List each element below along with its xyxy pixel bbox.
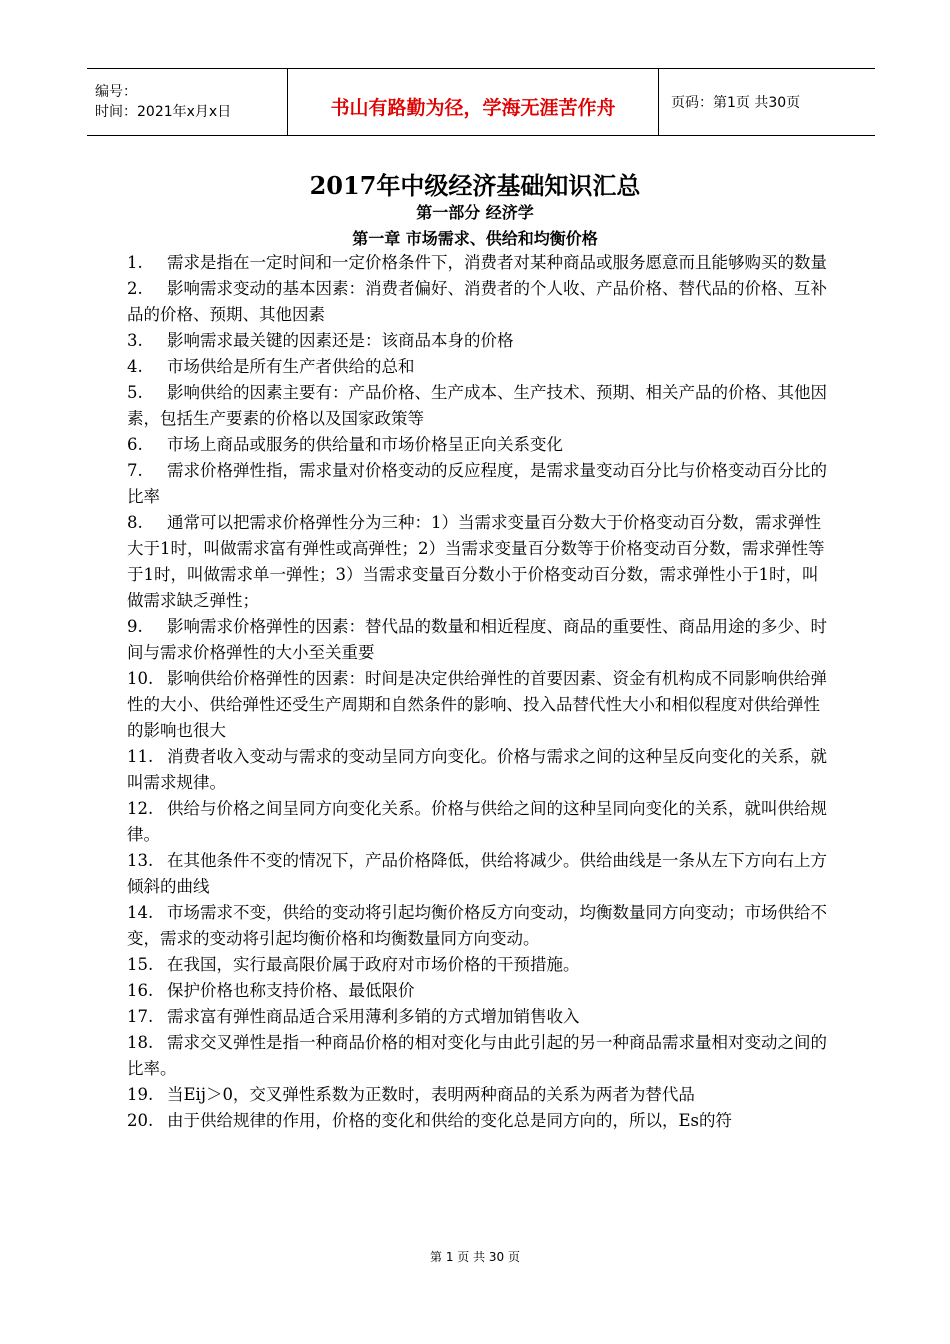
item-text: 影响供给价格弹性的因素：时间是决定供给弹性的首要因素、资金有机构成不同影响供给弹性的大小、供给弹性还受生产周期和自然条件的影响、投入品替代性大小和相似程度对供给弹性的影响也很大 xyxy=(127,669,827,740)
item-text: 需求是指在一定时间和一定价格条件下，消费者对某种商品或服务愿意而且能够购买的数量 xyxy=(167,253,827,272)
item-text: 在其他条件不变的情况下，产品价格降低，供给将减少。供给曲线是一条从左下方向右上方倾斜的曲线 xyxy=(127,851,827,896)
item-number: 1. xyxy=(127,253,143,272)
item-text: 需求价格弹性指，需求量对价格变动的反应程度，是需求量变动百分比与价格变动百分比的比率 xyxy=(127,461,827,506)
list-item xyxy=(127,328,827,354)
item-text: 需求富有弹性商品适合采用薄利多销的方式增加销售收入 xyxy=(167,1007,580,1026)
list-item xyxy=(127,380,827,432)
list-item xyxy=(127,952,827,978)
item-number: 11. xyxy=(127,747,154,766)
list-item xyxy=(127,510,827,614)
list-item xyxy=(127,276,827,328)
list-item xyxy=(127,1082,827,1108)
item-text: 影响需求变动的基本因素：消费者偏好、消费者的个人收、产品价格、替代品的价格、互补品的价格、预期、其他因素 xyxy=(127,279,827,324)
list-item xyxy=(127,614,827,666)
header-meta xyxy=(87,69,287,135)
item-text: 在我国，实行最高限价属于政府对市场价格的干预措施。 xyxy=(167,955,580,974)
item-number: 20. xyxy=(127,1111,154,1130)
item-text: 影响需求价格弹性的因素：替代品的数量和相近程度、商品的重要性、商品用途的多少、时间与需求价格弹性的大小至关重要 xyxy=(127,617,827,662)
item-number: 9. xyxy=(127,617,143,636)
item-number: 13. xyxy=(127,851,154,870)
list-item xyxy=(127,900,827,952)
item-number: 2. xyxy=(127,279,143,298)
item-text: 消费者收入变动与需求的变动呈同方向变化。价格与需求之间的这种呈反向变化的关系，就叫需求规律。 xyxy=(127,747,827,792)
item-number: 19. xyxy=(127,1085,154,1104)
item-number: 12. xyxy=(127,799,154,818)
item-number: 8. xyxy=(127,513,143,532)
number-label: 编号： xyxy=(95,84,137,100)
item-text: 影响供给的因素主要有：产品价格、生产成本、生产技术、预期、相关产品的价格、其他因素，包括生产要素的价格以及国家政策等 xyxy=(127,383,827,428)
chapter-heading: 第一章 市场需求、供给和均衡价格 xyxy=(352,229,598,248)
list-item xyxy=(127,250,827,276)
item-number: 15. xyxy=(127,955,154,974)
list-item xyxy=(127,1004,827,1030)
time-label: 时间：2021年x月x日 xyxy=(95,104,232,120)
page-info: 页码：第1页 共30页 xyxy=(671,95,801,111)
item-text: 由于供给规律的作用，价格的变化和供给的变化总是同方向的，所以，Es的符 xyxy=(167,1111,733,1130)
list-item xyxy=(127,978,827,1004)
part-heading: 第一部分 经济学 xyxy=(416,203,534,222)
page-header-table xyxy=(87,68,875,136)
item-number: 5. xyxy=(127,383,143,402)
list-item xyxy=(127,458,827,510)
list-item xyxy=(127,796,827,848)
document-body xyxy=(127,250,827,1134)
list-item xyxy=(127,1108,827,1134)
page-footer: 第 1 页 共 30 页 xyxy=(430,1250,520,1264)
item-text: 供给与价格之间呈同方向变化关系。价格与供给之间的这种呈同向变化的关系，就叫供给规律。 xyxy=(127,799,827,844)
item-text: 需求交叉弹性是指一种商品价格的相对变化与由此引起的另一种商品需求量相对变动之间的比率。 xyxy=(127,1033,827,1078)
item-number: 17. xyxy=(127,1007,154,1026)
list-item xyxy=(127,432,827,458)
item-text: 通常可以把需求价格弹性分为三种：1）当需求变量百分数大于价格变动百分数，需求弹性大于1时，叫做需求富有弹性或高弹性；2）当需求变量百分数等于价格变动百分数，需求弹性等于1时，叫做需求单一弹性；3）当需求变量百分数小于价格变动百分数，需求弹性小于1时，叫做需求缺乏弹性； xyxy=(127,513,825,610)
list-item xyxy=(127,1030,827,1082)
document-title: 2017年中级经济基础知识汇总 xyxy=(309,171,641,200)
item-number: 10. xyxy=(127,669,154,688)
item-number: 3. xyxy=(127,331,143,350)
item-number: 16. xyxy=(127,981,154,1000)
item-number: 6. xyxy=(127,435,143,454)
item-text: 保护价格也称支持价格、最低限价 xyxy=(167,981,415,1000)
motto-text: 书山有路勤为径，学海无涯苦作舟 xyxy=(330,96,616,119)
item-text: 市场需求不变，供给的变动将引起均衡价格反方向变动，均衡数量同方向变动；市场供给不变，需求的变动将引起均衡价格和均衡数量同方向变动。 xyxy=(127,903,827,948)
item-number: 7. xyxy=(127,461,143,480)
item-text: 影响需求最关键的因素还是：该商品本身的价格 xyxy=(167,331,514,350)
header-motto-cell xyxy=(287,69,659,135)
list-item xyxy=(127,354,827,380)
list-item xyxy=(127,666,827,744)
item-text: 市场供给是所有生产者供给的总和 xyxy=(167,357,415,376)
item-number: 14. xyxy=(127,903,154,922)
item-text: 市场上商品或服务的供给量和市场价格呈正向关系变化 xyxy=(167,435,563,454)
item-number: 18. xyxy=(127,1033,154,1052)
list-item xyxy=(127,744,827,796)
header-page-cell xyxy=(659,69,875,135)
item-number: 4. xyxy=(127,357,143,376)
item-text: 当Eij＞0，交叉弹性系数为正数时，表明两种商品的关系为两者为替代品 xyxy=(167,1085,695,1104)
list-item xyxy=(127,848,827,900)
